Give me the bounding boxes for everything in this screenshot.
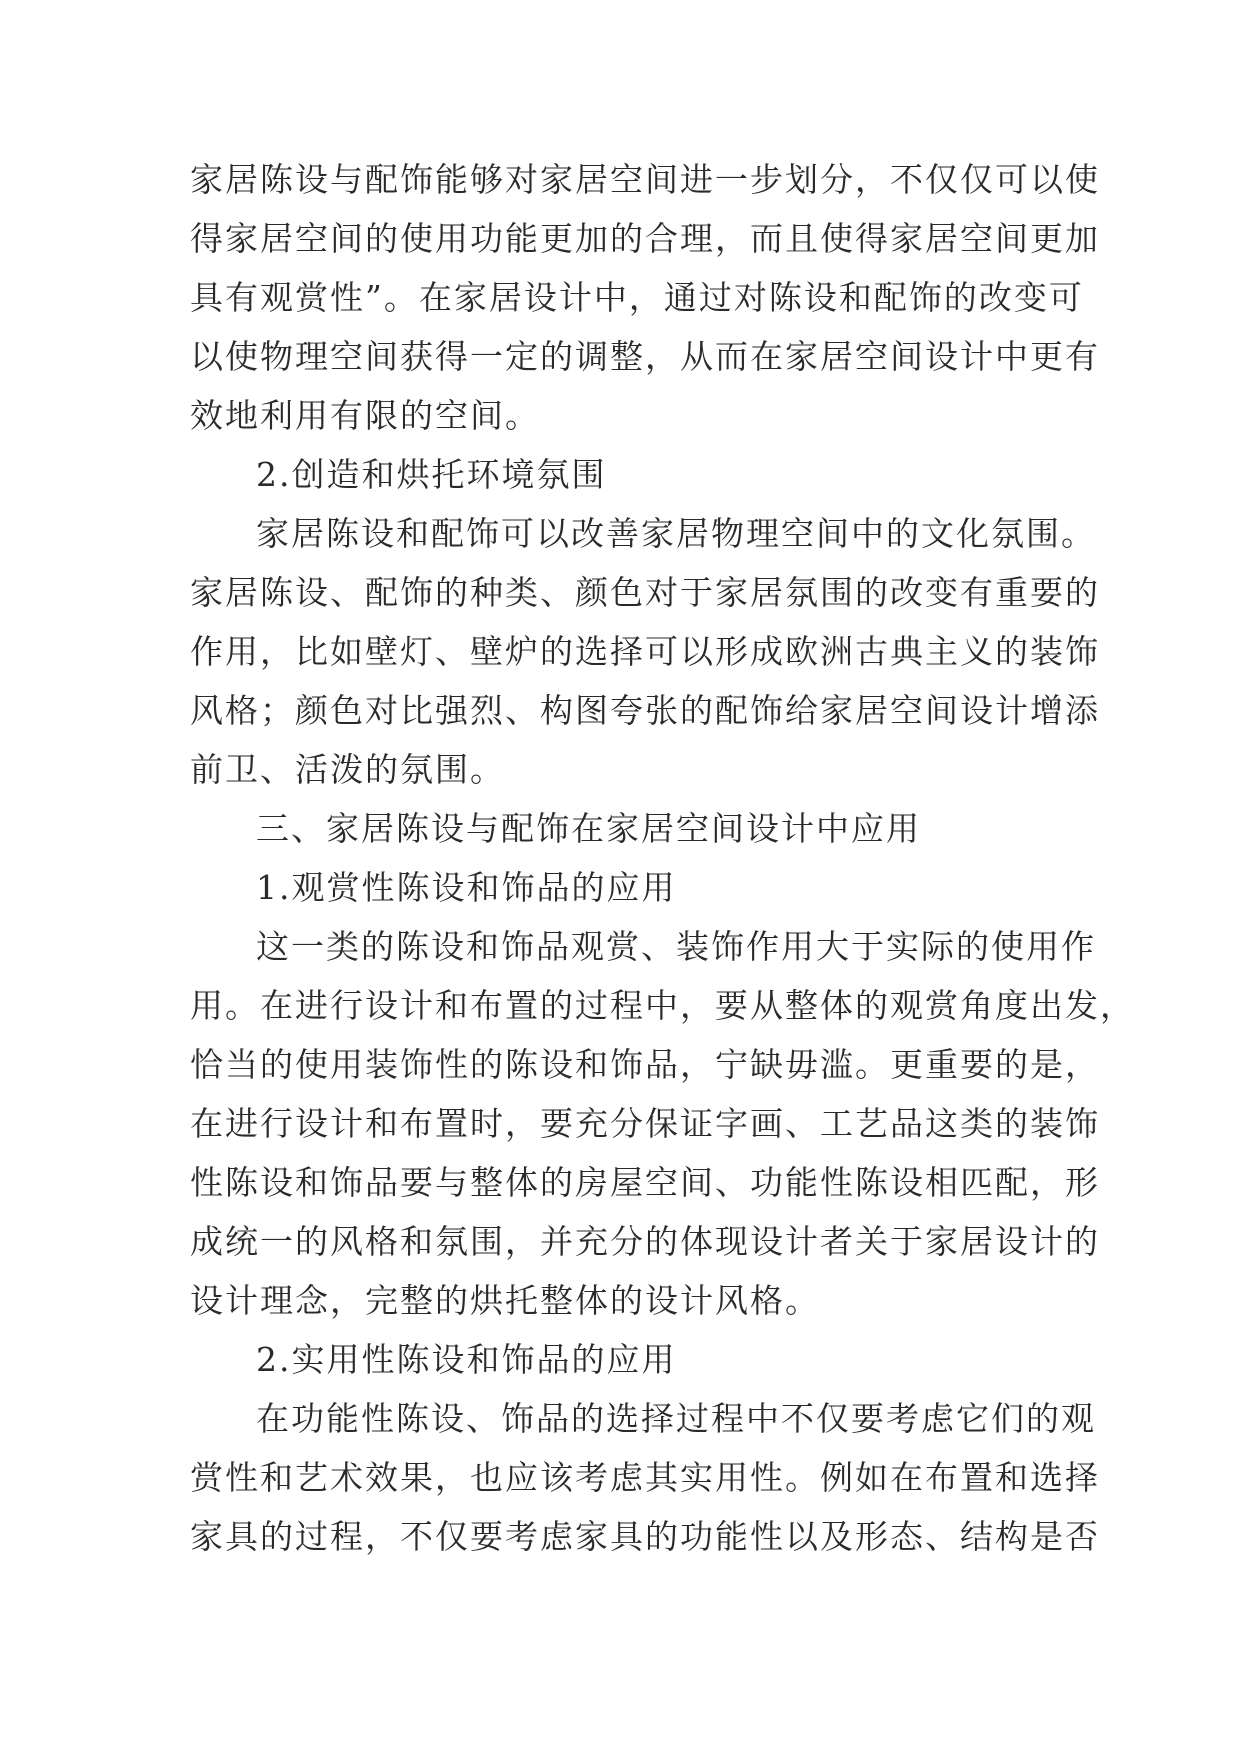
paragraph-start-line: 家居陈设和配饰可以改善家居物理空间中的文化氛围。 (256, 514, 1096, 553)
text-line: 家具的过程，不仅要考虑家具的功能性以及形态、结构是否 (190, 1517, 1100, 1556)
text-line: 前卫、活泼的氛围。 (190, 750, 505, 789)
text-line: 风格；颜色对比强烈、构图夸张的配饰给家居空间设计增添 (190, 691, 1100, 730)
text-line: 具有观赏性”。在家居设计中，通过对陈设和配饰的改变可 (190, 278, 1084, 317)
text-line: 赏性和艺术效果，也应该考虑其实用性。例如在布置和选择 (190, 1458, 1100, 1497)
text-line: 性陈设和饰品要与整体的房屋空间、功能性陈设相匹配，形 (190, 1163, 1100, 1202)
text-line: 成统一的风格和氛围，并充分的体现设计者关于家居设计的 (190, 1222, 1100, 1261)
section-heading: 2.创造和烘托环境氛围 (256, 455, 607, 494)
text-line: 以使物理空间获得一定的调整，从而在家居空间设计中更有 (190, 337, 1100, 376)
text-line: 家居陈设、配饰的种类、颜色对于家居氛围的改变有重要的 (190, 573, 1100, 612)
text-line: 家居陈设与配饰能够对家居空间进一步划分，不仅仅可以使 (190, 160, 1100, 199)
text-line: 用。在进行设计和布置的过程中，要从整体的观赏角度出发， (190, 986, 1135, 1025)
paragraph-start-line: 在功能性陈设、饰品的选择过程中不仅要考虑它们的观 (256, 1399, 1096, 1438)
text-line: 效地利用有限的空间。 (190, 396, 540, 435)
text-line: 在进行设计和布置时，要充分保证字画、工艺品这类的装饰 (190, 1104, 1100, 1143)
section-heading: 2.实用性陈设和饰品的应用 (256, 1340, 677, 1379)
text-line: 作用，比如壁灯、壁炉的选择可以形成欧洲古典主义的装饰 (190, 632, 1100, 671)
section-heading: 1.观赏性陈设和饰品的应用 (256, 868, 677, 907)
text-line: 恰当的使用装饰性的陈设和饰品，宁缺毋滥。更重要的是， (190, 1045, 1100, 1084)
section-heading: 三、家居陈设与配饰在家居空间设计中应用 (256, 809, 921, 848)
text-line: 得家居空间的使用功能更加的合理，而且使得家居空间更加 (190, 219, 1100, 258)
paragraph-start-line: 这一类的陈设和饰品观赏、装饰作用大于实际的使用作 (256, 927, 1096, 966)
text-line: 设计理念，完整的烘托整体的设计风格。 (190, 1281, 820, 1320)
